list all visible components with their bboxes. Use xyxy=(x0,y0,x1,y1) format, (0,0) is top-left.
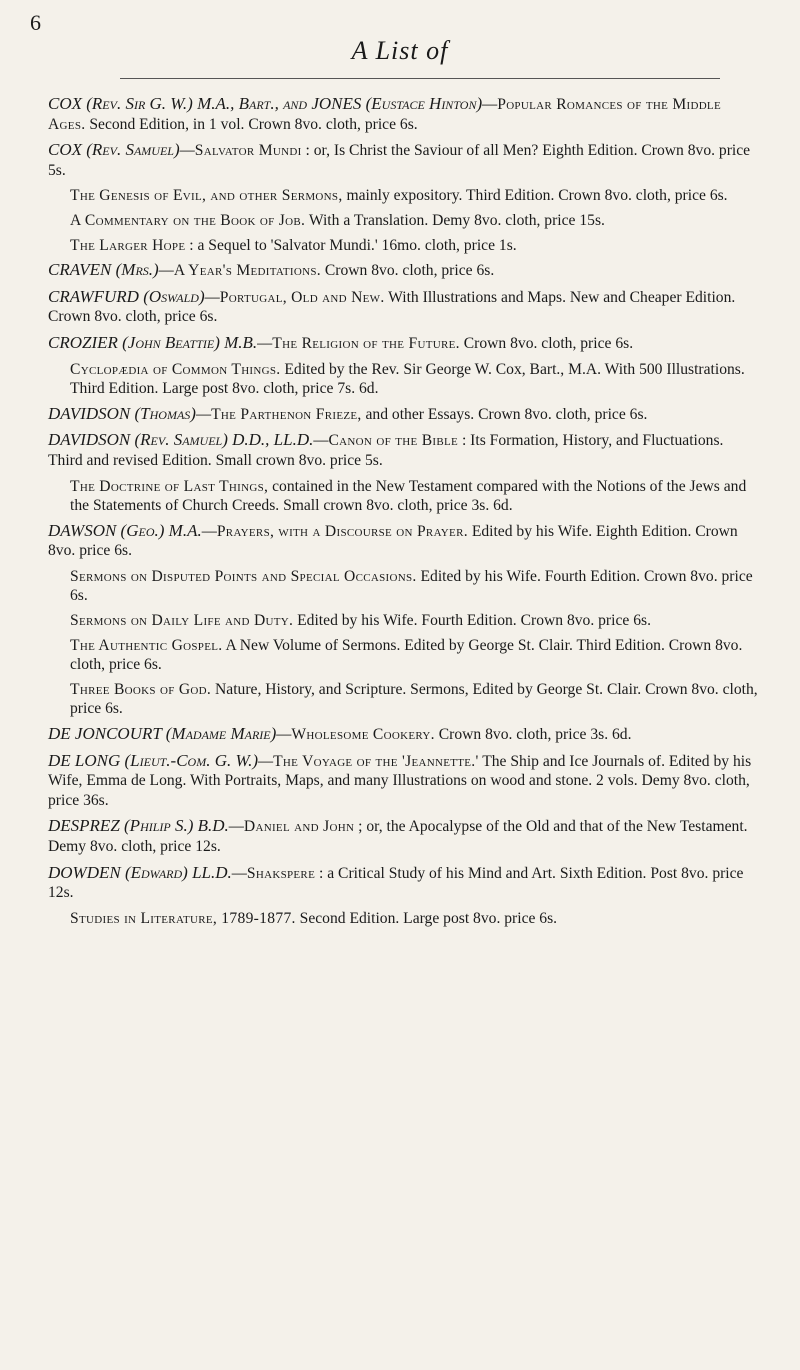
running-title: A List of xyxy=(351,36,449,65)
author-heading: DE JONCOURT (Madame Marie)— xyxy=(48,724,292,744)
book-title: The Genesis of Evil, and other Sermons, xyxy=(70,187,343,205)
author-heading: DAWSON (Geo.) M.A.— xyxy=(48,520,217,540)
book-title: Sermons on Disputed Points and Special Occasions. xyxy=(70,567,417,585)
catalogue-entry xyxy=(48,211,760,231)
book-details: Crown 8vo. cloth, price 3s. 6d. xyxy=(438,726,632,744)
book-title: A Year's Meditations. xyxy=(173,262,321,280)
header-rule xyxy=(120,78,720,79)
book-title: Sermons on Daily Life and Duty. xyxy=(70,612,294,630)
book-details: : a Sequel to 'Salvator Mundi.' 16mo. cloth, price 1s. xyxy=(189,236,517,254)
catalogue-entry xyxy=(48,333,760,354)
catalogue-entry xyxy=(48,680,760,719)
book-details: With Illustrations and Maps. New and Cheaper Edition. Crown 8vo. cloth, price 6s. xyxy=(48,288,736,326)
book-details: Edited by his Wife. Fourth Edition. Crown 8vo. price 6s. xyxy=(70,567,753,605)
book-title: Three Books of God. xyxy=(70,680,212,698)
catalogue-entry xyxy=(48,287,760,327)
book-details: : or, Is Christ the Saviour of all Men? Eighth Edition. Crown 8vo. price 5s. xyxy=(48,142,751,179)
book-title: Cyclopædia of Common Things. xyxy=(70,360,281,378)
catalogue-entry xyxy=(48,636,760,675)
book-title: Popular Romances of the Middle Ages. xyxy=(48,96,721,133)
book-title: The Religion of the Future. xyxy=(272,334,460,352)
catalogue-entry xyxy=(48,521,760,561)
book-details: Second Edition, in 1 vol. Crown 8vo. cloth, price 6s. xyxy=(89,115,418,133)
book-details: : Its Formation, History, and Fluctuations. Third and revised Edition. Small crown 8vo. price 5s. xyxy=(48,432,724,469)
catalogue-entry xyxy=(48,94,760,134)
book-details: Edited by the Rev. Sir George W. Cox, Bart., M.A. With 500 Illustrations. Third Edition. Large post 8vo. cloth, price 7s. 6d. xyxy=(70,360,745,398)
catalogue-entry xyxy=(48,567,760,606)
catalogue-entry xyxy=(48,751,760,811)
catalogue-entry xyxy=(48,724,760,745)
book-title: Salvator Mundi xyxy=(194,142,302,160)
book-title: Studies in Literature, 1789-1877. xyxy=(70,909,296,927)
book-details: Crown 8vo. cloth, price 6s. xyxy=(463,334,634,352)
author-heading: CROZIER (John Beattie) M.B.— xyxy=(48,332,273,352)
author-heading: CRAWFURD (Oswald)— xyxy=(48,286,220,306)
author-heading: DAVIDSON (Thomas)— xyxy=(48,403,212,423)
author-heading: COX (Rev. Samuel)— xyxy=(48,140,195,160)
book-details: contained in the New Testament compared with the Notions of the Jews and the Statements of Church Creeds. Small crown 8vo. cloth, price 3s. 6d. xyxy=(70,477,747,515)
catalogue-entry xyxy=(48,477,760,516)
catalogue-entry xyxy=(48,816,760,856)
author-heading: CRAVEN (Mrs.)— xyxy=(48,260,174,280)
catalogue-entry xyxy=(48,430,760,470)
book-title: Daniel and John xyxy=(243,818,355,836)
book-title: Wholesome Cookery. xyxy=(291,726,435,744)
catalogue-entries xyxy=(48,94,760,933)
book-title: Portugal, Old and New. xyxy=(219,288,385,306)
catalogue-entry xyxy=(48,140,760,180)
page-number: 6 xyxy=(30,10,41,35)
catalogue-entry xyxy=(48,186,760,206)
author-heading: DE LONG (Lieut.-Com. G. W.)— xyxy=(48,750,274,770)
author-heading: DOWDEN (Edward) LL.D.— xyxy=(48,862,247,882)
catalogue-entry xyxy=(48,236,760,256)
book-details: Crown 8vo. cloth, price 6s. xyxy=(324,262,495,280)
author-heading: COX (Rev. Sir G. W.) M.A., Bart., and JONES (Eustace Hinton)— xyxy=(48,94,498,113)
book-title: The Parthenon Frieze, xyxy=(211,405,362,423)
catalogue-entry xyxy=(48,909,760,929)
book-details: The Ship and Ice Journals of. Edited by his Wife, Emma de Long. With Portraits, Maps, and many Illustrations on wood and stone. 2 vols. Demy 8vo. cloth, price 36s. xyxy=(48,752,752,809)
book-details: : a Critical Study of his Mind and Art. Sixth Edition. Post 8vo. price 12s. xyxy=(48,864,744,902)
book-title: Shakspere xyxy=(246,864,316,882)
author-heading: DESPREZ (Philip S.) B.D.— xyxy=(48,816,244,836)
book-title: The Authentic Gospel. xyxy=(70,636,223,654)
book-title: The Larger Hope xyxy=(70,236,186,254)
catalogue-entry xyxy=(48,360,760,399)
catalogue-entry xyxy=(48,611,760,631)
book-details: Edited by his Wife. Eighth Edition. Crown 8vo. price 6s. xyxy=(48,522,738,560)
book-title: A Commentary on the Book of Job. xyxy=(70,211,306,229)
book-title: The Doctrine of Last Things, xyxy=(70,477,269,495)
book-details: ; or, the Apocalypse of the Old and that of the New Testament. Demy 8vo. cloth, price 12s. xyxy=(48,818,748,855)
catalogue-entry xyxy=(48,260,760,281)
author-heading: DAVIDSON (Rev. Samuel) D.D., LL.D.— xyxy=(48,430,329,450)
book-details: A New Volume of Sermons. Edited by George St. Clair. Third Edition. Crown 8vo. cloth, price 6s. xyxy=(70,636,743,674)
book-title: Canon of the Bible xyxy=(328,432,459,450)
book-details: With a Translation. Demy 8vo. cloth, price 15s. xyxy=(308,211,605,229)
catalogue-entry xyxy=(48,404,760,425)
book-title: The Voyage of the 'Jeannette.' xyxy=(273,752,479,770)
catalogue-entry xyxy=(48,863,760,903)
book-details: Second Edition. Large post 8vo. price 6s. xyxy=(299,909,558,927)
book-details: Nature, History, and Scripture. Sermons, Edited by George St. Clair. Crown 8vo. cloth, price 6s. xyxy=(70,680,758,718)
book-details: mainly expository. Third Edition. Crown 8vo. cloth, price 6s. xyxy=(346,187,728,205)
book-details: and other Essays. Crown 8vo. cloth, price 6s. xyxy=(365,405,648,423)
book-details: Edited by his Wife. Fourth Edition. Crown 8vo. price 6s. xyxy=(297,612,651,630)
book-title: Prayers, with a Discourse on Prayer. xyxy=(216,522,468,540)
